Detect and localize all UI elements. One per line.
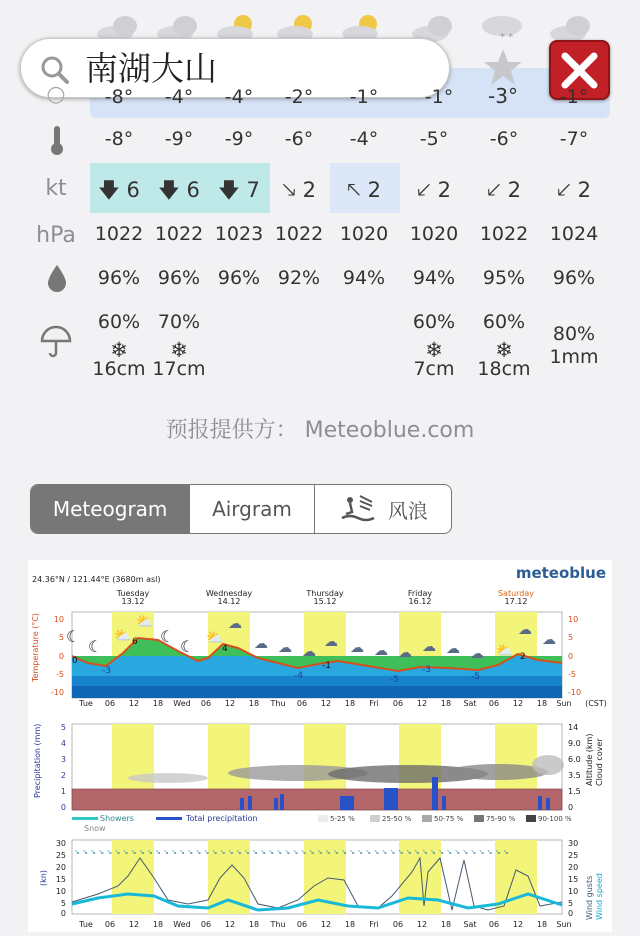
timezone-label: (CST)	[585, 699, 607, 708]
temp-top-cell: -1°	[424, 86, 454, 108]
wind-axis-label: 10	[55, 887, 66, 896]
temp-axis-label: -5	[568, 670, 576, 679]
weather-icon-strip	[0, 0, 640, 42]
snow-cloud-icon: ☁	[470, 646, 484, 662]
snowflake-icon: ❄	[425, 338, 443, 362]
sun-cloud-icon: ⛅	[496, 643, 514, 659]
wind-cell: 🡗 2	[557, 178, 591, 202]
pressure-cell: 1020	[409, 223, 459, 245]
day-date: 17.12	[504, 597, 528, 606]
legend-total-precip: Total precipitation	[186, 814, 258, 823]
humidity-cell: 95%	[482, 267, 526, 289]
snow-cloud-icon: ☁	[518, 622, 532, 638]
wind-axis-label: 25	[55, 851, 66, 860]
temp-axis-label: -5	[56, 670, 64, 679]
pressure-cell: 1022	[479, 223, 529, 245]
temp-top-cell: -4°	[164, 86, 194, 108]
kitesurf-icon	[338, 492, 378, 526]
felt-temp-cell: -5°	[419, 128, 449, 150]
temp-top-cell: -1°	[349, 86, 379, 108]
precip-axis-label: 3	[60, 755, 66, 764]
day-name: Wednesday	[205, 589, 253, 598]
day-name: Tuesday	[116, 589, 150, 598]
humidity-cell: 96%	[552, 267, 596, 289]
tick-label: 12	[320, 920, 332, 929]
arrow-up-left-icon: 🡔	[347, 178, 361, 202]
tick-label: 18	[536, 699, 548, 708]
umbrella-icon	[40, 325, 72, 359]
wind-speed-title: Wind speed	[595, 873, 604, 920]
legend-cloud-4: 75-90 %	[486, 815, 516, 823]
precip-axis-label: 4	[60, 739, 66, 748]
wind-cell: 🡗 2	[417, 178, 451, 202]
snow-cloud-icon: ☁	[446, 641, 460, 657]
tick-label: Fri	[369, 920, 379, 929]
moon-icon: ☾	[180, 637, 195, 656]
meteogram-brand: meteoblue	[515, 564, 606, 582]
legend-cloud-1: 5-25 %	[330, 815, 355, 823]
snowflake-icon: ❄	[110, 338, 128, 362]
precip-amt-cell: 17cm	[152, 358, 206, 380]
temp-axis-label: 5	[58, 633, 64, 642]
legend-snow: Snow	[84, 824, 106, 833]
snow-cloud-icon: ☁	[542, 632, 556, 648]
temp-axis-label: 10	[568, 615, 579, 624]
tab-airgram[interactable]: Airgram	[190, 485, 314, 533]
precip-prob-cell: 60%	[97, 311, 141, 333]
wind-axis-label: 15	[568, 875, 579, 884]
tick-label: 18	[344, 699, 356, 708]
altitude-axis-label: 3.5	[568, 771, 581, 780]
precip-axis-label: 5	[60, 723, 66, 732]
temp-point: 4	[222, 644, 228, 654]
legend-cloud-2: 25-50 %	[382, 815, 412, 823]
thermometer-icon	[46, 124, 68, 156]
tick-label: 06	[104, 920, 116, 929]
felt-temp-cell: -4°	[349, 128, 379, 150]
temp-top-cell: -8°	[104, 86, 134, 108]
temp-axis-label: -10	[568, 688, 582, 697]
cloudy-icon	[155, 6, 205, 42]
tick-label: 18	[536, 920, 548, 929]
meteogram-location: 24.36°N / 121.44°E (3680m asl)	[32, 575, 161, 584]
snow-cloud-icon: ☁	[398, 645, 412, 661]
felt-temp-cell: -6°	[489, 128, 519, 150]
star-icon	[483, 47, 523, 87]
pressure-cell: 1020	[339, 223, 389, 245]
tick-label: 06	[488, 920, 500, 929]
humidity-cell: 96%	[157, 267, 201, 289]
temp-axis-label: 5	[568, 633, 574, 642]
pressure-cell: 1024	[549, 223, 599, 245]
tick-label: 12	[512, 920, 524, 929]
arrow-down-icon: 🡇	[98, 178, 120, 202]
tick-label: 06	[104, 699, 116, 708]
snow-cloud-icon: ☁	[422, 639, 436, 655]
arrow-down-left-icon: 🡗	[557, 178, 571, 202]
day-date: 15.12	[313, 597, 337, 606]
temp-row-icon: ○	[46, 82, 66, 107]
tick-label: 18	[440, 920, 452, 929]
partly-cloudy-icon	[340, 6, 390, 42]
tick-label: Thu	[270, 699, 286, 708]
wind-direction-arrows	[74, 848, 509, 856]
arrow-down-right-icon: 🡖	[282, 178, 296, 202]
tick-label: 18	[248, 920, 260, 929]
temp-point: -1	[322, 661, 331, 671]
tick-label: 18	[248, 699, 260, 708]
pressure-cell: 1022	[94, 223, 144, 245]
cloud-axis-title: Cloud cover	[595, 738, 604, 786]
wind-axis-label: 0	[568, 909, 574, 918]
felt-temp-cell: -8°	[104, 128, 134, 150]
precip-prob-cell: 60%	[482, 311, 526, 333]
temp-point: -3	[422, 665, 431, 675]
precip-axis-label: 2	[60, 771, 66, 780]
search-input[interactable]: 南湖大山	[85, 49, 217, 88]
pressure-cell: 1022	[154, 223, 204, 245]
snow-cloud-icon: ☁	[254, 636, 268, 652]
precip-prob-cell: 80%	[552, 323, 596, 345]
temp-axis-title: Temperature (°C)	[31, 612, 40, 682]
temp-point: 0	[72, 656, 78, 666]
tick-label: 12	[320, 699, 332, 708]
tick-label: 12	[224, 699, 236, 708]
partly-cloudy-icon	[275, 6, 325, 42]
partly-cloudy-icon	[215, 6, 265, 42]
altitude-axis-title: Altitude (km)	[585, 733, 594, 786]
felt-temp-cell: -9°	[164, 128, 194, 150]
wind-axis-label: 20	[55, 863, 66, 872]
wind-gusts-title: Wind gusts	[585, 875, 594, 920]
tick-label: Sat	[463, 920, 477, 929]
tick-label: 06	[200, 699, 212, 708]
tick-label: Wed	[173, 920, 191, 929]
temp-axis-label: -10	[50, 688, 64, 697]
temp-axis-label: 0	[58, 652, 64, 661]
wind-axis-label: 5	[60, 899, 66, 908]
chart-type-tabs	[30, 484, 452, 534]
wind-unit-label: kt	[45, 176, 67, 201]
tick-label: 18	[440, 699, 452, 708]
svg-text:* *: * *	[500, 32, 514, 42]
day-name: Friday	[407, 589, 433, 598]
humidity-cell: 94%	[342, 267, 386, 289]
tick-label: 12	[128, 920, 140, 929]
wind-axis-label: 25	[568, 851, 579, 860]
tick-label: 06	[488, 699, 500, 708]
temp-axis-label: 0	[568, 652, 574, 661]
tick-label: Sun	[556, 920, 572, 929]
precip-axis-label: 1	[60, 787, 66, 796]
wind-cell: 🡇 6	[98, 178, 140, 202]
tick-label: 06	[296, 699, 308, 708]
temp-axis-label: 10	[53, 615, 64, 624]
wind-cell: 🡔 2	[347, 178, 381, 202]
snowflake-icon: ❄	[170, 338, 188, 362]
tick-label: 12	[416, 699, 428, 708]
cloudy-icon	[410, 6, 460, 42]
tick-label: Fri	[369, 699, 379, 708]
close-icon	[559, 50, 600, 91]
temp-point: -3	[102, 666, 111, 676]
tick-label: Tue	[79, 920, 93, 929]
day-date: 14.12	[217, 597, 241, 606]
wind-arrow-row: ↘ ↘ ↘ ↘ ↘ ↘ ↘ ↘ ↘ ↘ ↘ ↘ ↘ ↘ ↘ ↘ ↘ ↘ ↘ ↘ ↘ ↘ ↘ ↘ ↘ ↘ ↘ ↘ ↘ ↘ ↘ ↘ ↘ ↘ ↘ ↘ ↘ ↘ ↘ ↘ ↘ ↘ ↘ ↘ ↘ ↘ ↘ ↘ ↘ ↘ ↘ ↘ ↘ ↘	[74, 848, 509, 856]
sun-cloud-icon: ⛅	[114, 628, 132, 644]
altitude-axis-label: 14	[568, 723, 579, 732]
tick-label: Sun	[556, 699, 572, 708]
snow-cloud-icon: ☁	[278, 640, 292, 656]
wind-axis-label: 10	[568, 887, 579, 896]
precip-amt-cell: 16cm	[92, 358, 146, 380]
wind-axis-label: 20	[568, 863, 579, 872]
moon-icon: ☾	[88, 637, 103, 656]
arrow-down-icon: 🡇	[218, 178, 240, 202]
pressure-cell: 1023	[214, 223, 264, 245]
tick-label: 06	[296, 920, 308, 929]
wind-axis-label: 5	[568, 899, 574, 908]
legend-showers: Showers	[100, 814, 134, 823]
temp-point: -4	[294, 671, 303, 681]
altitude-axis-label: 6.0	[568, 755, 581, 764]
arrow-down-left-icon: 🡗	[417, 178, 431, 202]
precip-prob-cell: 70%	[157, 311, 201, 333]
snow-cloud-icon: ☁	[228, 616, 242, 632]
legend-cloud-5: 90-100 %	[538, 815, 572, 823]
tick-label: 06	[392, 699, 404, 708]
tick-label: 18	[152, 920, 164, 929]
felt-temp-cell: -6°	[284, 128, 314, 150]
wind-cell: 🡇 7	[218, 178, 260, 202]
altitude-axis-label: 9.0	[568, 739, 581, 748]
temp-top-cell: -1°	[559, 86, 589, 108]
meteogram-chart	[28, 560, 612, 932]
altitude-axis-label: 1.5	[568, 787, 581, 796]
tick-label: Wed	[173, 699, 191, 708]
wind-cell: 🡖 2	[282, 178, 316, 202]
moon-icon: ☾	[160, 627, 175, 646]
tick-label: Sat	[463, 699, 477, 708]
temperature-panel	[31, 612, 607, 708]
precip-axis-label: 0	[60, 803, 66, 812]
wind-axis-label: 15	[55, 875, 66, 884]
snow-cloud-icon: ☁	[350, 640, 364, 656]
humidity-cell: 92%	[277, 267, 321, 289]
felt-temp-cell: -7°	[559, 128, 589, 150]
pressure-cell: 1022	[274, 223, 324, 245]
tab-waves-label: 风浪	[387, 498, 428, 523]
snowflake-icon: ❄	[495, 338, 513, 362]
tick-label: 06	[200, 920, 212, 929]
tick-label: Thu	[270, 920, 286, 929]
felt-temp-cell: -9°	[224, 128, 254, 150]
tick-label: 12	[416, 920, 428, 929]
temp-top-cell: -4°	[224, 86, 254, 108]
temp-point: -5	[390, 675, 399, 685]
legend-cloud-3: 50-75 %	[434, 815, 464, 823]
sun-cloud-icon: ⛅	[136, 614, 154, 630]
cloudy-icon	[95, 6, 145, 42]
snow-cloud-icon: ☁	[374, 643, 388, 659]
snow-cloud-icon: ☁	[302, 644, 316, 660]
precip-amt-cell: 1mm	[549, 346, 599, 368]
arrow-down-icon: 🡇	[158, 178, 180, 202]
snow-cloud-icon	[478, 6, 528, 42]
wind-time-ticks	[78, 920, 571, 929]
temp-time-ticks	[78, 699, 607, 708]
humidity-cell: 96%	[97, 267, 141, 289]
precipitation-panel	[33, 723, 604, 833]
day-date: 16.12	[408, 597, 432, 606]
precip-amt-cell: 18cm	[477, 358, 531, 380]
temp-top-cell: -2°	[284, 86, 314, 108]
tick-label: 12	[512, 699, 524, 708]
precip-prob-cell: 60%	[412, 311, 456, 333]
precip-axis-title: Precipitation (mm)	[33, 723, 42, 798]
humidity-cell: 96%	[217, 267, 261, 289]
precip-amt-cell: 7cm	[413, 358, 455, 380]
temp-top-cell: -3°	[488, 84, 518, 108]
humidity-drop-icon	[46, 263, 68, 293]
tick-label: 12	[128, 699, 140, 708]
wind-panel	[39, 839, 604, 929]
tick-label: Tue	[79, 699, 93, 708]
snow-cloud-icon: ☁	[324, 634, 338, 650]
temp-point: 6	[132, 637, 138, 647]
day-name: Saturday	[497, 589, 535, 598]
tab-waves[interactable]	[315, 485, 451, 533]
arrow-down-left-icon: 🡗	[487, 178, 501, 202]
forecast-credit: 预报提供方： Meteoblue.com	[165, 418, 475, 443]
wind-axis-label: 30	[568, 839, 579, 848]
wind-axis-title: (kn)	[39, 870, 48, 886]
wind-axis-label: 30	[55, 839, 66, 848]
tab-meteogram[interactable]: Meteogram	[31, 485, 190, 533]
humidity-cell: 94%	[412, 267, 456, 289]
cloudy-icon	[548, 6, 598, 42]
altitude-axis-label: 0	[568, 803, 574, 812]
day-name: Thursday	[306, 589, 344, 598]
wind-axis-label: 0	[60, 909, 66, 918]
pressure-unit-label: hPa	[36, 223, 76, 248]
tick-label: 12	[224, 920, 236, 929]
sun-cloud-icon: ⛅	[206, 630, 224, 646]
moon-icon: ☾	[66, 627, 81, 646]
day-date: 13.12	[121, 597, 145, 606]
tick-label: 06	[392, 920, 404, 929]
wind-cell: 🡗 2	[487, 178, 521, 202]
temp-point: -5	[471, 672, 480, 682]
temp-point: 2	[520, 652, 526, 662]
wind-cell: 🡇 6	[158, 178, 200, 202]
tick-label: 18	[152, 699, 164, 708]
tick-label: 18	[344, 920, 356, 929]
